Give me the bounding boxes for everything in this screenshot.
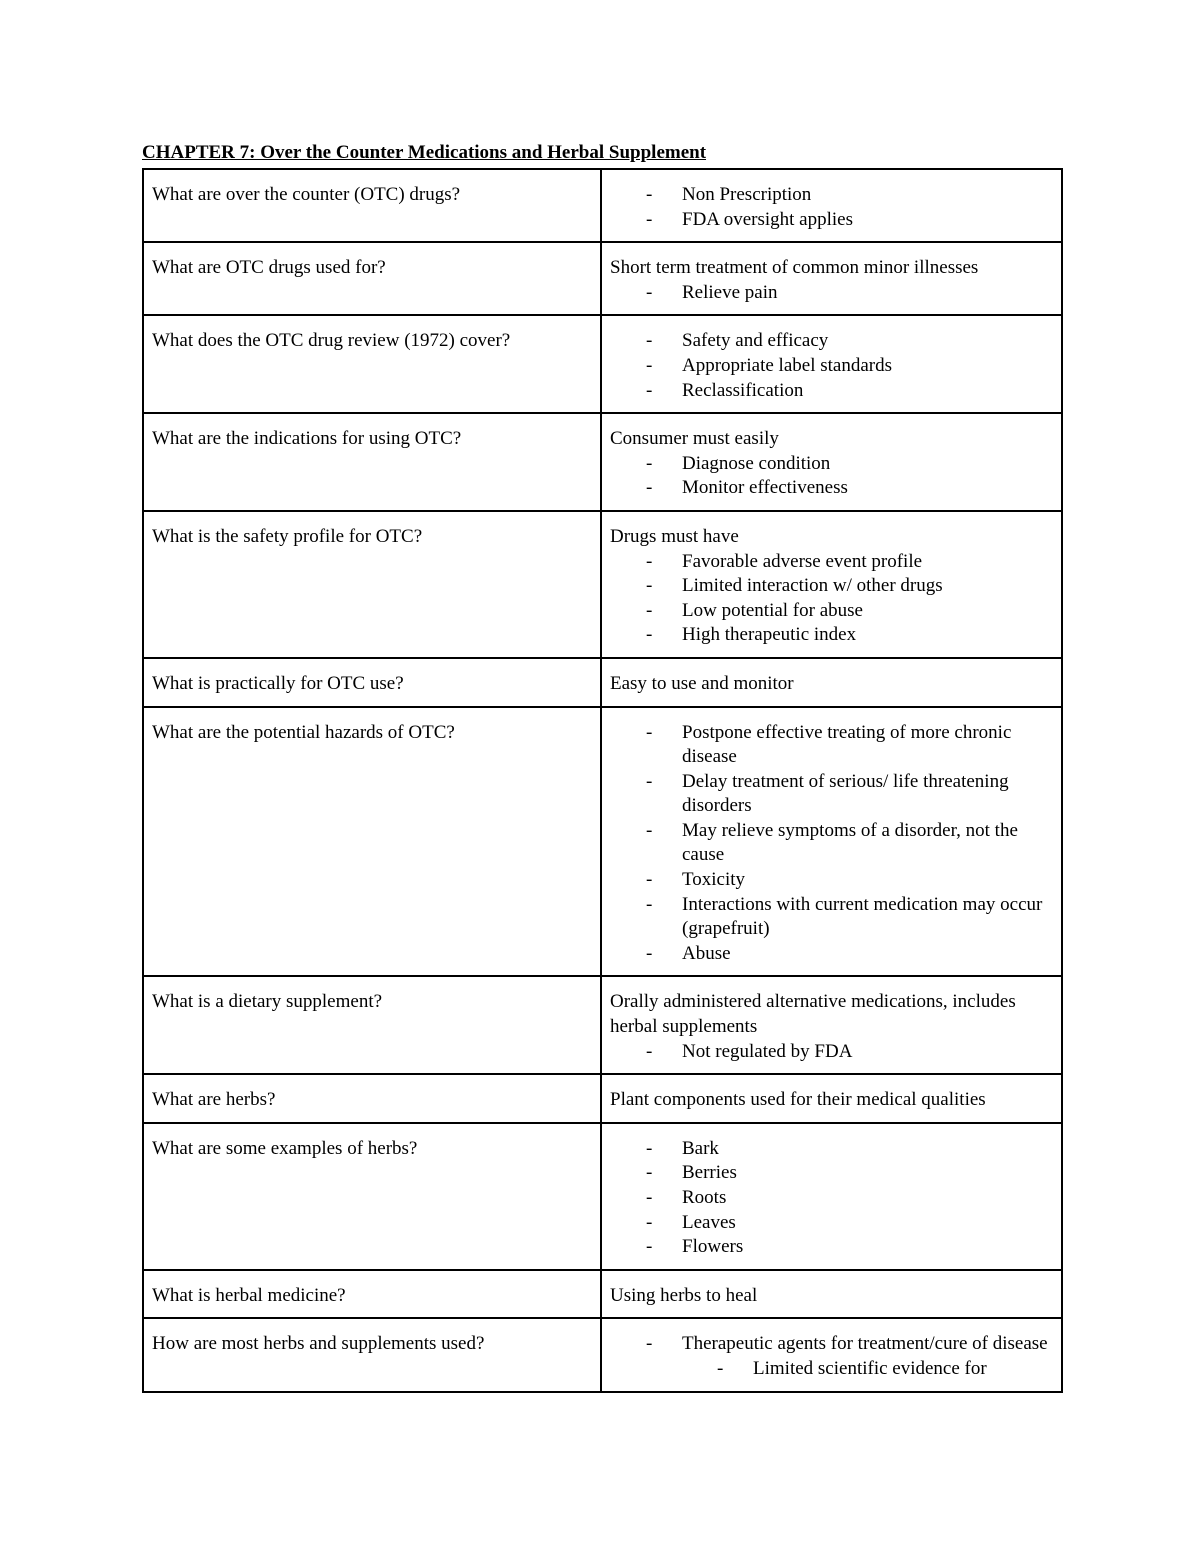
answer-intro: Consumer must easily — [610, 428, 779, 450]
answer-cell — [601, 707, 1062, 977]
list-item — [610, 721, 1053, 770]
answer-list — [610, 550, 1053, 648]
list-item — [610, 379, 1053, 404]
answer-cell — [601, 976, 1062, 1074]
list-item-text: Diagnose condition — [682, 452, 831, 474]
question-cell: What is practically for OTC use? — [143, 658, 601, 707]
list-item-text: Bark — [682, 1137, 719, 1159]
answer-list — [610, 1137, 1053, 1260]
list-item-text: Relieve pain — [682, 281, 778, 303]
list-item — [610, 574, 1053, 599]
list-item-text: Low potential for abuse — [682, 599, 863, 621]
list-item-text: Not regulated by FDA — [682, 1040, 853, 1062]
list-item-text: Appropriate label standards — [682, 354, 892, 376]
answer-intro: Using herbs to heal — [610, 1284, 758, 1306]
page-title: CHAPTER 7: Over the Counter Medications and Herbal Supplement — [142, 142, 707, 163]
table-row — [143, 658, 1062, 707]
question-cell: What is a dietary supplement? — [143, 976, 601, 1074]
answer-cell — [601, 1270, 1062, 1319]
list-item-text: Reclassification — [682, 379, 804, 401]
list-item-text: Interactions with current medication may occur (grapefruit) — [682, 893, 1043, 940]
answer-list — [610, 1040, 1053, 1065]
question-cell: What are herbs? — [143, 1074, 601, 1123]
list-item-text: Toxicity — [682, 869, 746, 891]
list-item-text: Safety and efficacy — [682, 330, 829, 352]
list-item — [610, 476, 1053, 501]
list-item-text: Roots — [682, 1187, 727, 1208]
list-item — [610, 623, 1053, 648]
table-row — [143, 315, 1062, 413]
table-row — [143, 707, 1062, 977]
list-item — [610, 1235, 1053, 1260]
answer-list — [610, 281, 1053, 306]
answer-list — [610, 721, 1053, 967]
list-item-text: FDA oversight applies — [682, 208, 853, 230]
table-row — [143, 1318, 1062, 1391]
answer-cell — [601, 1123, 1062, 1270]
list-item — [610, 1137, 1053, 1162]
answer-intro: Orally administered alternative medications, includes herbal supplements — [610, 991, 1016, 1038]
list-item-text: Leaves — [682, 1211, 736, 1233]
list-item — [610, 942, 1053, 967]
list-item — [610, 893, 1053, 942]
question-cell: What are the indications for using OTC? — [143, 413, 601, 511]
answer-cell — [601, 1074, 1062, 1123]
question-cell: What is the safety profile for OTC? — [143, 511, 601, 658]
table-row — [143, 511, 1062, 658]
list-item-text: Therapeutic agents for treatment/cure of disease — [682, 1333, 1048, 1355]
table-row — [143, 1123, 1062, 1270]
sub-list-item: - Limited scientific evidence for — [610, 1357, 1053, 1382]
table-row — [143, 1074, 1062, 1123]
list-item-text: Non Prescription — [682, 184, 812, 205]
list-item-text: Favorable adverse event profile — [682, 550, 923, 572]
answer-intro: Drugs must have — [610, 525, 739, 547]
list-item — [610, 281, 1053, 306]
answer-cell — [601, 315, 1062, 413]
answer-list — [610, 329, 1053, 403]
list-item-text: Monitor effectiveness — [682, 477, 848, 499]
list-item — [610, 819, 1053, 868]
answer-cell — [601, 242, 1062, 315]
list-item-text: Postpone effective treating of more chronic disease — [682, 721, 1012, 768]
list-item-text: Flowers — [682, 1236, 744, 1258]
list-item-text: High therapeutic index — [682, 624, 857, 646]
question-cell: What are some examples of herbs? — [143, 1123, 601, 1270]
sub-list — [682, 1357, 1053, 1382]
answer-cell — [601, 658, 1062, 707]
list-item-text: Berries — [682, 1162, 737, 1184]
list-item — [610, 1211, 1053, 1236]
answer-intro: Short term treatment of common minor illnesses — [610, 257, 979, 279]
table-row — [143, 976, 1062, 1074]
list-item-text: Delay treatment of serious/ life threatening disorders — [682, 770, 1009, 817]
table-row — [143, 242, 1062, 315]
answer-cell — [601, 511, 1062, 658]
answer-list — [610, 1332, 1053, 1381]
list-item — [610, 354, 1053, 379]
question-cell: What does the OTC drug review (1972) cover? — [143, 315, 601, 413]
list-item-text: May relieve symptoms of a disorder, not the cause — [682, 819, 1018, 866]
answer-cell — [601, 169, 1062, 242]
question-cell: How are most herbs and supplements used? — [143, 1318, 601, 1391]
list-item — [610, 1332, 1053, 1381]
answer-cell — [601, 413, 1062, 511]
list-item — [610, 329, 1053, 354]
table-row — [143, 169, 1062, 242]
question-cell: What is herbal medicine? — [143, 1270, 601, 1319]
table-row — [143, 1270, 1062, 1319]
table-row — [143, 413, 1062, 511]
answer-cell — [601, 1318, 1062, 1391]
list-item — [610, 208, 1053, 233]
question-cell: What are OTC drugs used for? — [143, 242, 601, 315]
list-item — [610, 599, 1053, 624]
answer-intro: Plant components used for their medical qualities — [610, 1089, 986, 1111]
list-item — [610, 550, 1053, 575]
list-item — [610, 1161, 1053, 1186]
list-item — [610, 1040, 1053, 1065]
answer-list — [610, 452, 1053, 501]
list-item-text: Abuse — [682, 942, 731, 964]
list-item — [610, 868, 1053, 893]
answer-intro: Easy to use and monitor — [610, 672, 794, 694]
list-item — [610, 183, 1053, 208]
list-item-text: Limited interaction w/ other drugs — [682, 575, 943, 597]
list-item — [610, 770, 1053, 819]
list-item — [610, 452, 1053, 477]
answer-list — [610, 183, 1053, 232]
list-item — [610, 1186, 1053, 1211]
question-cell: What are over the counter (OTC) drugs? — [143, 169, 601, 242]
question-cell: What are the potential hazards of OTC? — [143, 707, 601, 977]
qa-table — [142, 168, 1063, 1393]
